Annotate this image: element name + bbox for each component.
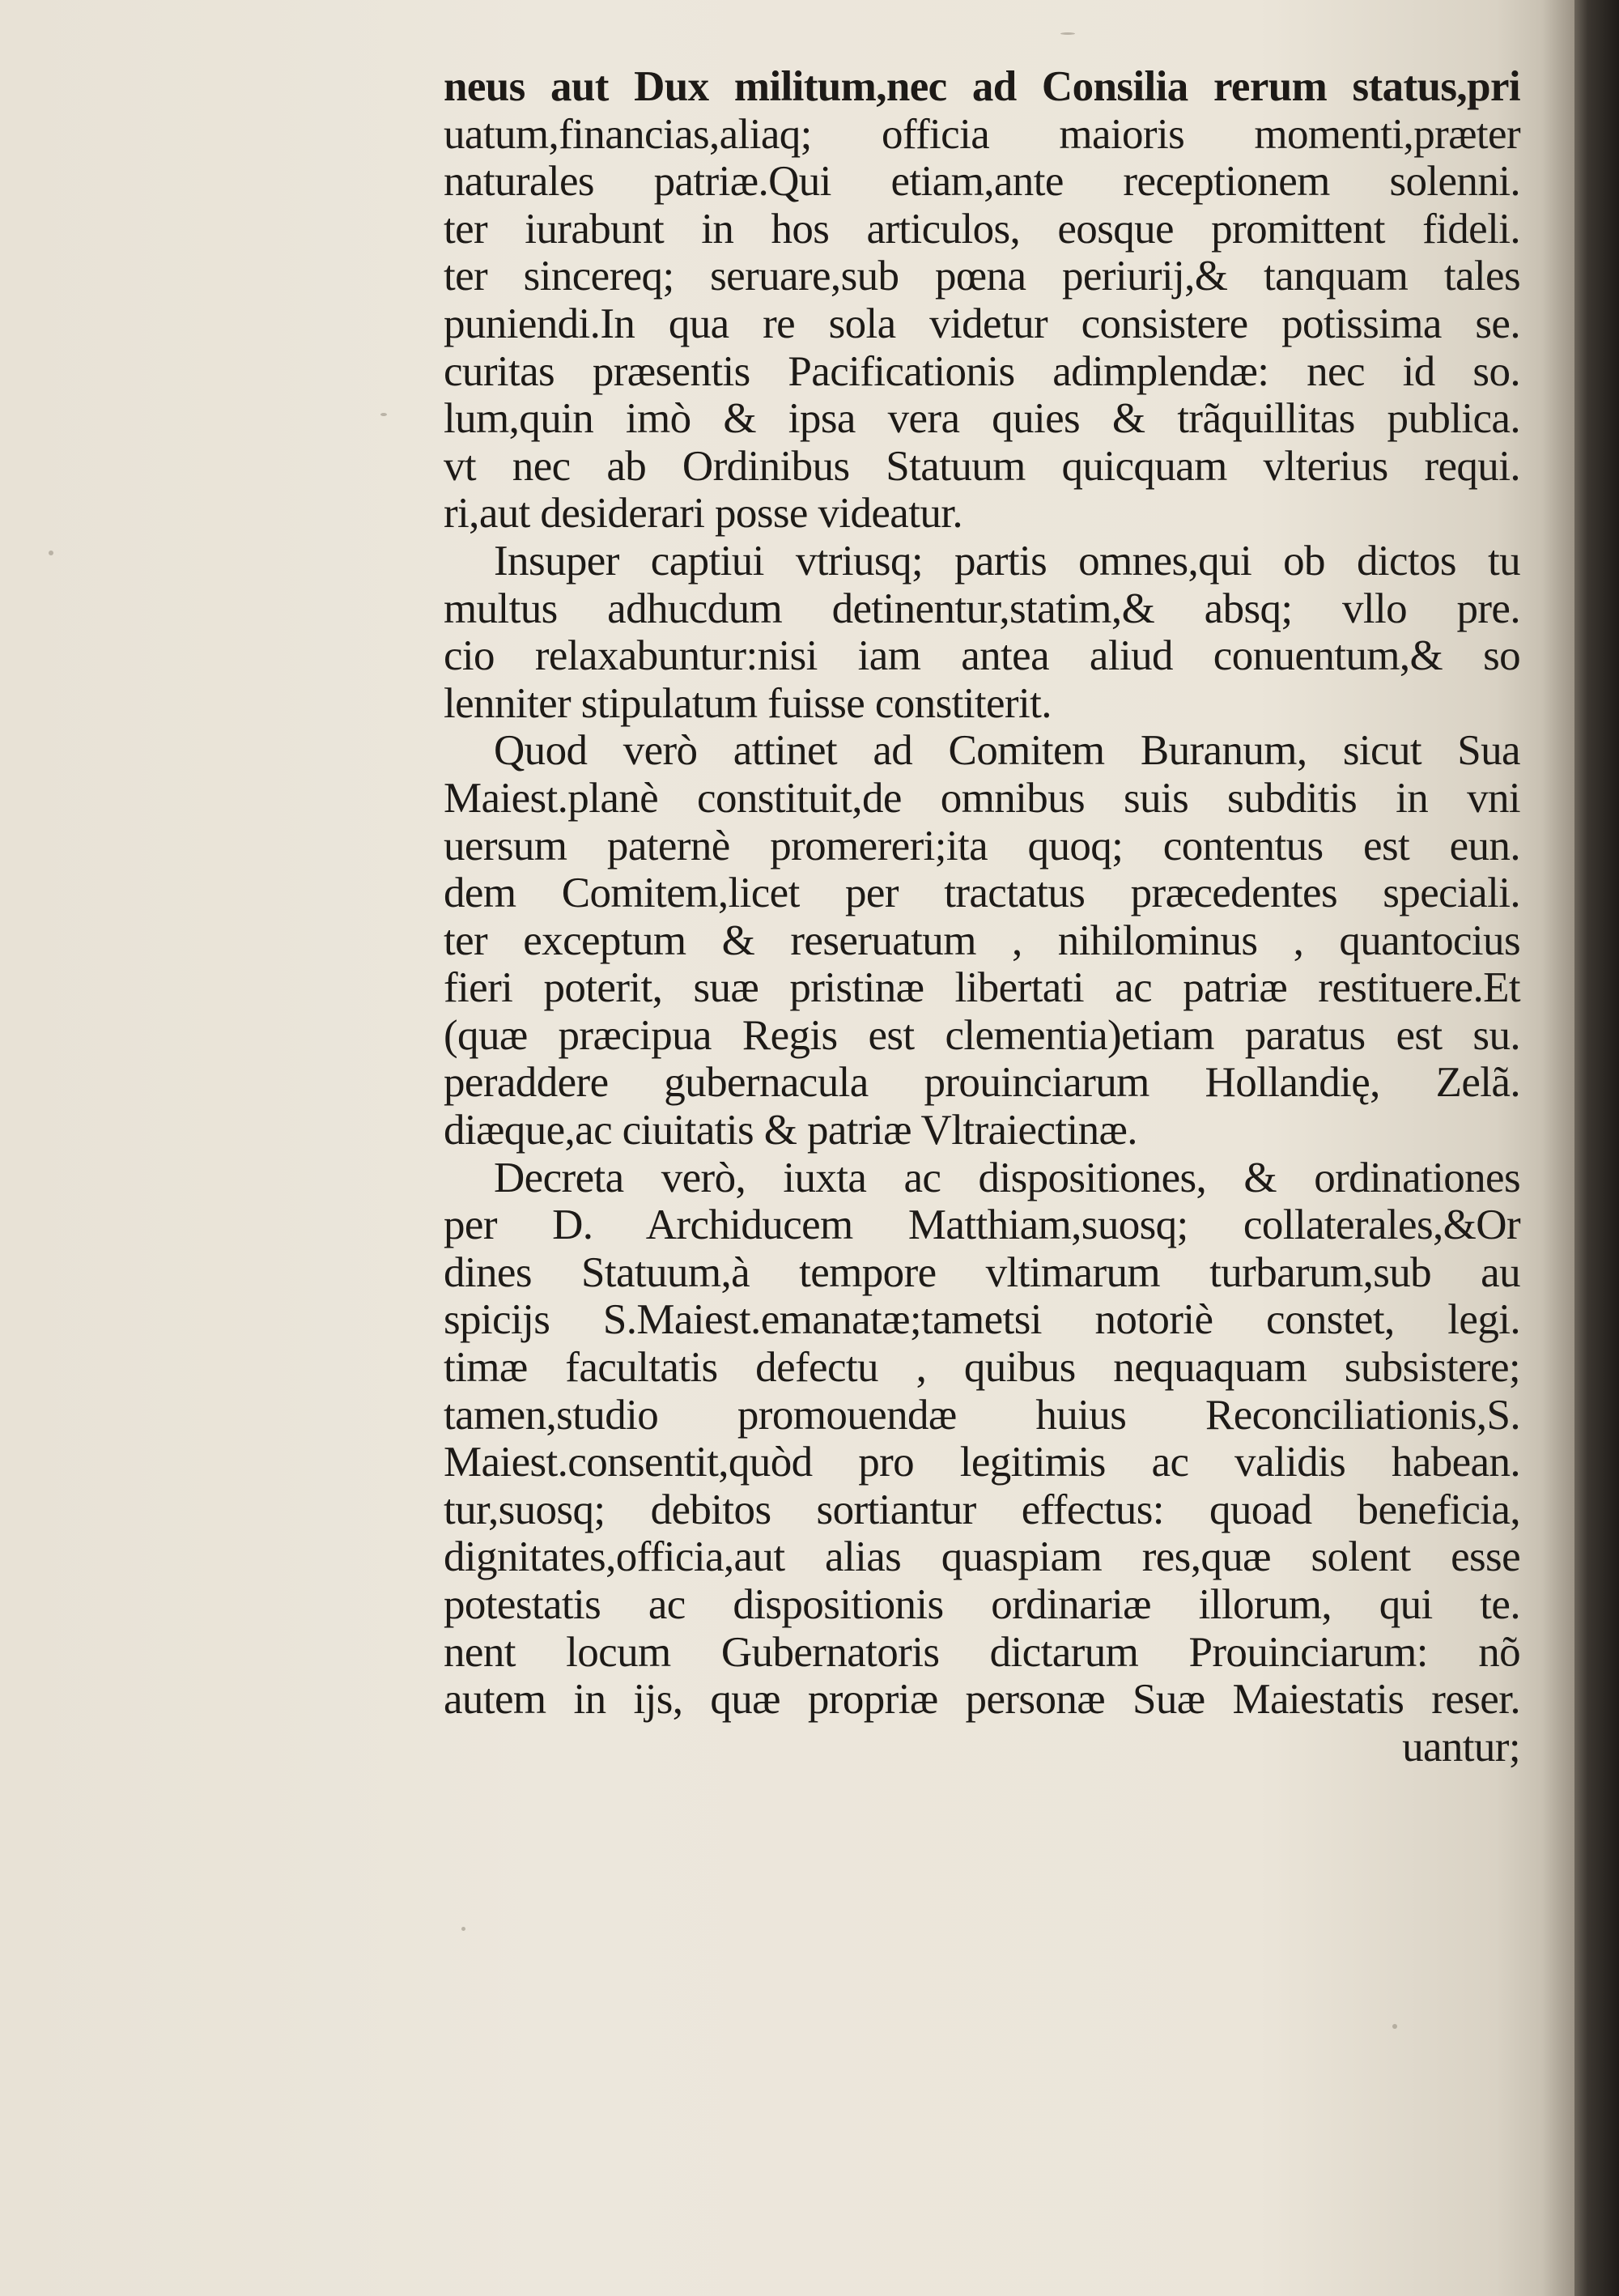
text-line: timæ facultatis defectu , quibus nequaquam subsistere; bbox=[444, 1344, 1520, 1392]
text-line: ri,aut desiderari posse videatur. bbox=[444, 490, 963, 538]
catchword: uantur; bbox=[1402, 1723, 1520, 1771]
text-line: potestatis ac dispositionis ordinariæ illorum, qui te. bbox=[444, 1581, 1520, 1628]
text-line: lum,quin imò & ipsa vera quies & trãquillitas publica. bbox=[444, 395, 1520, 443]
text-line: nent locum Gubernatoris dictarum Prouinciarum: nõ bbox=[444, 1628, 1520, 1676]
paragraph-first-line: Insuper captiui vtriusq; partis omnes,qui ob dictos tu bbox=[494, 537, 1520, 585]
paragraph-first-line: Decreta verò, iuxta ac dispositiones, & ordinationes bbox=[494, 1154, 1520, 1201]
paragraph-first-line: Quod verò attinet ad Comitem Buranum, sicut Sua bbox=[494, 727, 1520, 775]
text-line: cio relaxabuntur:nisi iam antea aliud conuentum,& so bbox=[444, 632, 1520, 680]
text-line: autem in ijs, quæ propriæ personæ Suæ Maiestatis reser. bbox=[444, 1676, 1520, 1724]
book-edge bbox=[1574, 0, 1619, 2296]
text-line: ter sincereq; seruare,sub pœna periurij,& tanquam tales bbox=[444, 253, 1520, 300]
text-line: dem Comitem,licet per tractatus præcedentes speciali. bbox=[444, 870, 1520, 917]
paper-speck bbox=[380, 413, 387, 416]
text-line: uatum,financias,aliaq; officia maioris momenti,præter bbox=[444, 110, 1520, 158]
text-line: tamen,studio promouendæ huius Reconciliationis,S. bbox=[444, 1391, 1520, 1439]
text-line: lenniter stipulatum fuisse constiterit. bbox=[444, 679, 1052, 727]
text-line: Maiest.planè constituit,de omnibus suis subditis in vni bbox=[444, 774, 1520, 822]
text-line: uersum paternè promereri;ita quoq; contentus est eun. bbox=[444, 822, 1520, 870]
text-line: (quæ præcipua Regis est clementia)etiam paratus est su. bbox=[444, 1011, 1520, 1059]
text-line: dines Statuum,à tempore vltimarum turbarum,sub au bbox=[444, 1248, 1520, 1296]
text-line: vt nec ab Ordinibus Statuum quicquam vlterius requi. bbox=[444, 442, 1520, 490]
text-line: dignitates,officia,aut alias quaspiam res,quæ solent esse bbox=[444, 1533, 1520, 1581]
paper-speck bbox=[49, 551, 53, 555]
text-line: puniendi.In qua re sola videtur consistere potissima se. bbox=[444, 300, 1520, 347]
text-line: per D. Archiducem Matthiam,suosq; collaterales,&Or bbox=[444, 1201, 1520, 1249]
text-line: naturales patriæ.Qui etiam,ante receptionem solenni. bbox=[444, 158, 1520, 206]
text-line: ter iurabunt in hos articulos, eosque promittent fideli. bbox=[444, 205, 1520, 253]
paper-speck bbox=[1060, 32, 1075, 35]
paper-speck bbox=[1392, 2024, 1397, 2029]
page-text bbox=[444, 63, 1520, 1771]
text-line: spicijs S.Maiest.emanatæ;tametsi notoriè constet, legi. bbox=[444, 1296, 1520, 1344]
page-fold-shadow bbox=[1542, 0, 1574, 2296]
text-line: curitas præsentis Pacificationis adimplendæ: nec id so. bbox=[444, 347, 1520, 395]
text-line: neus aut Dux militum,nec ad Consilia rerum status,pri bbox=[444, 63, 1520, 110]
paper-speck bbox=[461, 1927, 465, 1931]
text-line: diæque,ac ciuitatis & patriæ Vltraiectinæ. bbox=[444, 1107, 1137, 1154]
text-line: Maiest.consentit,quòd pro legitimis ac validis habean. bbox=[444, 1439, 1520, 1486]
text-line: ter exceptum & reseruatum , nihilominus , quantocius bbox=[444, 916, 1520, 964]
text-line: multus adhucdum detinentur,statim,& absq; vllo pre. bbox=[444, 585, 1520, 632]
text-line: tur,suosq; debitos sortiantur effectus: quoad beneficia, bbox=[444, 1486, 1520, 1533]
text-line: fieri poterit, suæ pristinæ libertati ac patriæ restituere.Et bbox=[444, 964, 1520, 1012]
text-line: peraddere gubernacula prouinciarum Hollandię, Zelã. bbox=[444, 1059, 1520, 1107]
